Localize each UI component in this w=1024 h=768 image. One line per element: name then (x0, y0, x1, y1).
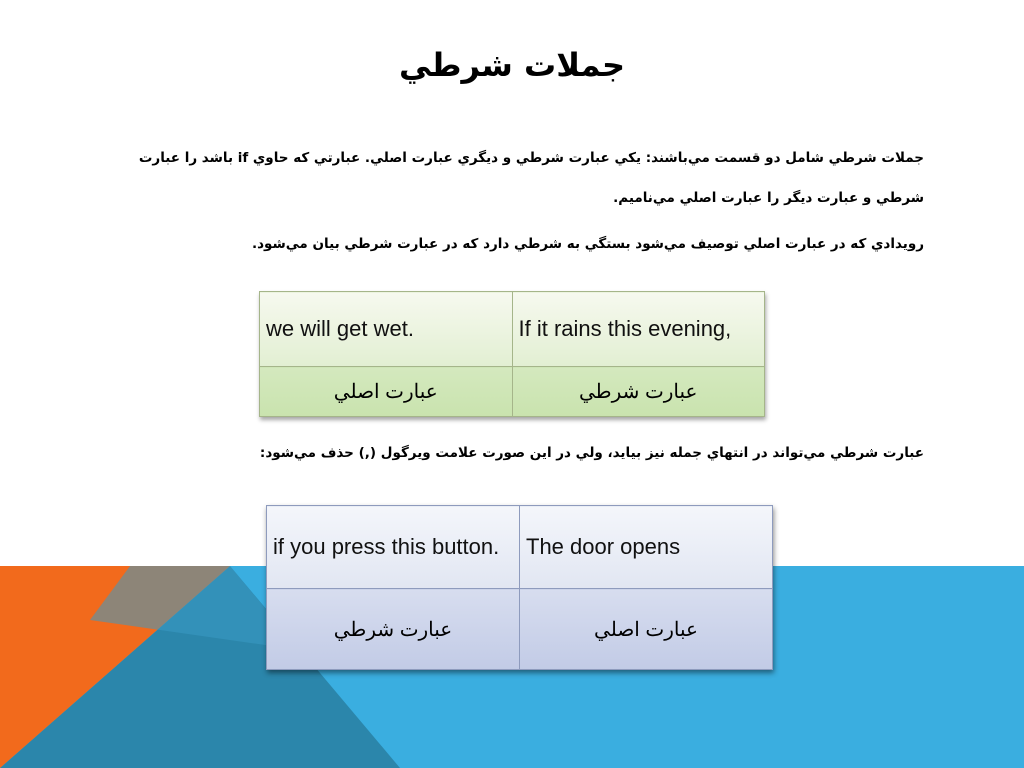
if-clause-label: عبارت شرطي (267, 589, 520, 670)
table-row (260, 367, 765, 417)
paragraph-comma-rule: عبارت شرطي مي‌تواند در انتهاي جمله نيز بيايد، ولي در اين صورت علامت ويرگول (,) حذف مي‌شود: (259, 445, 924, 461)
conditional-table-2 (266, 505, 773, 670)
main-clause-label: عبارت اصلي (520, 589, 773, 670)
if-clause-cell: if you press this button. (267, 506, 520, 589)
main-clause-cell: we will get wet. (260, 292, 513, 367)
if-clause-cell: If it rains this evening, (512, 292, 765, 367)
paragraph-explanation: رويدادي كه در عبارت اصلي توصيف مي‌شود بستگي به شرطي دارد كه در عبارت شرطي بيان مي‌شود. (251, 236, 924, 252)
main-clause-cell: The door opens (520, 506, 773, 589)
table-row (260, 292, 765, 367)
paragraph-definition: جملات شرطي شامل دو قسمت مي‌باشند: يكي عبارت شرطي و ديگري عبارت اصلي. عبارتي كه حاوي if باشد را عبارت شرطي و عبارت ديگر را عبارت اصلي مي‌ناميم. (138, 150, 924, 206)
table-row (267, 589, 773, 670)
if-clause-label: عبارت شرطي (512, 367, 765, 417)
main-clause-label: عبارت اصلي (260, 367, 513, 417)
table-row (267, 506, 773, 589)
slide-title: جملات شرطي (399, 46, 625, 84)
conditional-table-1 (259, 291, 765, 417)
